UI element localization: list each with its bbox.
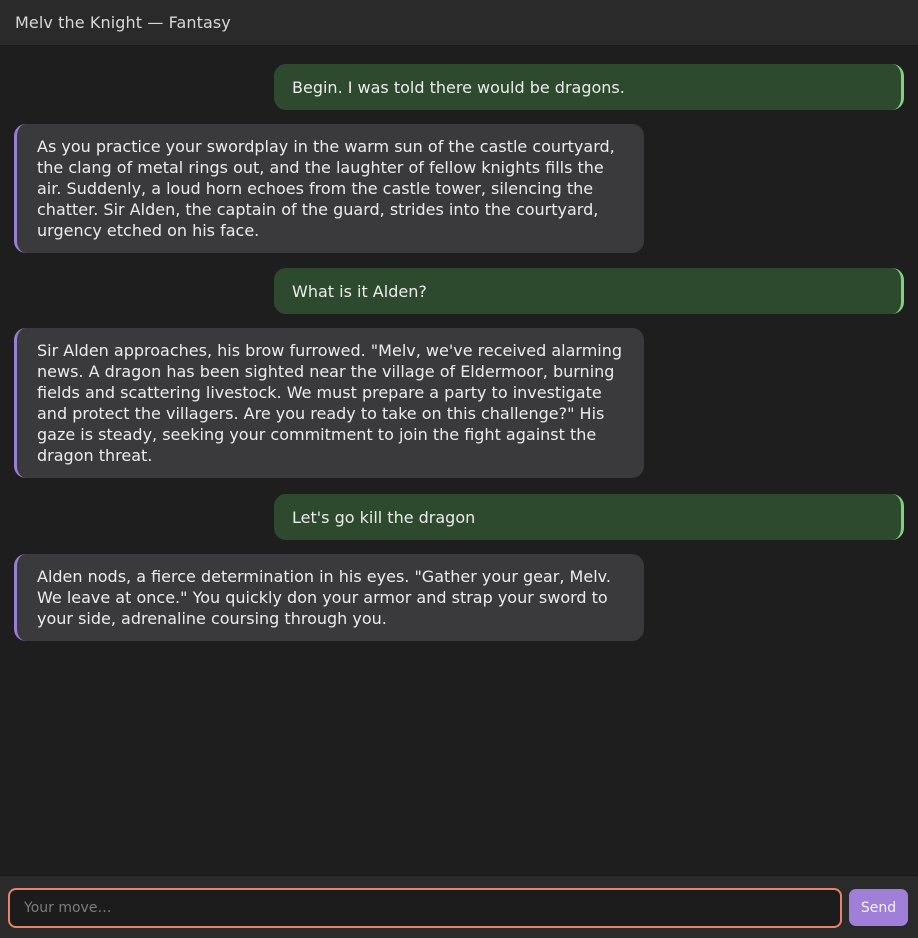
send-button[interactable]: Send	[849, 889, 908, 926]
narrator-message	[14, 328, 644, 478]
chat-log[interactable]	[0, 46, 918, 875]
user-message	[274, 268, 904, 314]
page-title: Melv the Knight — Fantasy	[15, 13, 231, 32]
message-text: As you practice your swordplay in the warm sun of the castle courtyard, the clang of metal rings out, and the laughter of fellow knights fills the air. Suddenly, a loud horn echoes from the castle tower, silencing the chatter. Sir Alden, the captain of the guard, strides into the courtyard, urgency etched on his face.	[37, 137, 615, 240]
user-message	[274, 64, 904, 110]
message-text: Alden nods, a fierce determination in his eyes. "Gather your gear, Melv. We leave at once." You quickly don your armor and strap your sword to your side, adrenaline coursing through you.	[37, 567, 611, 628]
message-text: Sir Alden approaches, his brow furrowed. "Melv, we've received alarming news. A dragon has been sighted near the village of Eldermoor, burning fields and scattering livestock. We must prepare a party to investigate and protect the villagers. Are you ready to take on this challenge?" His gaze is steady, seeking your commitment to join the fight against the dragon threat.	[37, 341, 623, 465]
message-text: Begin. I was told there would be dragons.	[292, 78, 625, 97]
title-bar	[0, 0, 918, 46]
message-text: What is it Alden?	[292, 282, 427, 301]
user-message	[274, 494, 904, 540]
composer-bar	[0, 875, 918, 938]
narrator-message	[14, 554, 644, 641]
move-input[interactable]	[8, 888, 842, 928]
narrator-message	[14, 124, 644, 253]
message-text: Let's go kill the dragon	[292, 508, 476, 527]
